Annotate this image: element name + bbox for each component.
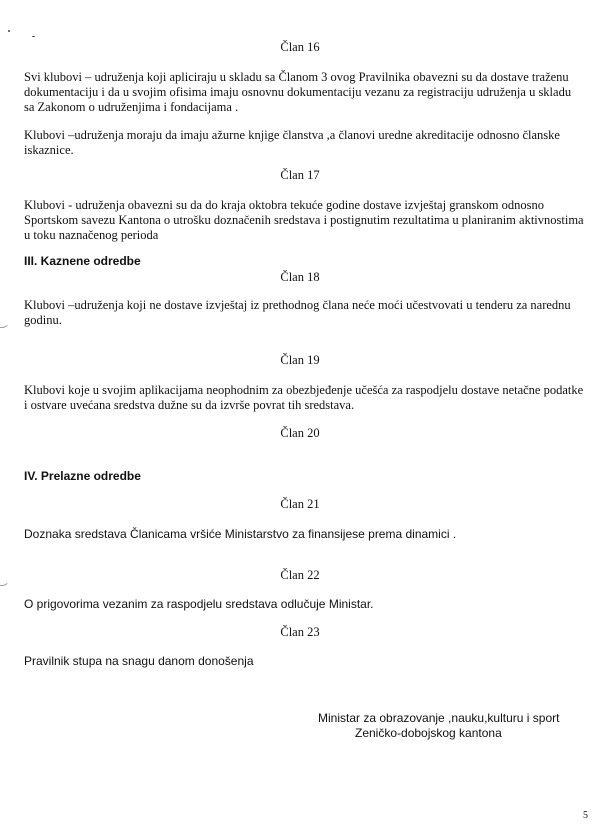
article-21-title: Član 21 bbox=[280, 497, 320, 511]
scan-speck bbox=[32, 36, 35, 37]
signature-title: Ministar za obrazovanje ,nauku,kulturu i sport bbox=[318, 711, 560, 725]
article-17-title: Član 17 bbox=[280, 168, 320, 182]
article-16-text-line: iskaznice. bbox=[24, 143, 74, 157]
article-19-title: Član 19 bbox=[280, 353, 320, 367]
article-18-title: Član 18 bbox=[280, 270, 320, 284]
page-number: 5 bbox=[583, 810, 588, 821]
article-17-text-line: Sportskom savezu Kantona o utrošku doznačenih sredstava i postignutim rezultatima u planiranim aktivnostima bbox=[24, 213, 584, 227]
signature-canton: Zeničko-dobojskog kantona bbox=[355, 726, 502, 740]
article-18-text-line: Klubovi –udruženja koji ne dostave izvještaj iz prethodnog člana neće moći učestvovati u tenderu za narednu bbox=[24, 298, 571, 312]
article-19-text-line: Klubovi koje u svojim aplikacijama neophodnim za obezbjeđenje učešća za raspodjelu dostave netačne podatke bbox=[24, 383, 584, 397]
article-23-title: Član 23 bbox=[280, 625, 320, 639]
article-16-text-line: Klubovi –udruženja moraju da imaju ažurne knjige članstva ,a članovi uredne akreditacije odnosno članske bbox=[24, 128, 560, 142]
article-23-text-line: Pravilnik stupa na snagu danom donošenja bbox=[24, 654, 254, 668]
article-16-text-line: sa Zakonom o udruženjima i fondacijama . bbox=[24, 100, 239, 114]
article-18-text-line: godinu. bbox=[24, 313, 62, 327]
article-17-text-line: Klubovi - udruženja obavezni su da do kraja oktobra tekuće godine dostave izvještaj granskom odnosno bbox=[24, 198, 544, 212]
article-20-title: Član 20 bbox=[280, 426, 320, 440]
article-17-text-line: u toku naznačenog perioda bbox=[24, 228, 159, 242]
scan-edge-mark bbox=[0, 312, 10, 328]
article-22-title: Član 22 bbox=[280, 568, 320, 582]
article-16-text-line: Svi klubovi – udruženja koji apliciraju u skladu sa Članom 3 ovog Pravilnika obavezni su da dostave traženu bbox=[24, 70, 569, 84]
article-19-text-line: i ostvare uvećana sredstva dužne su da izvrše povrat tih sredstava. bbox=[24, 398, 355, 412]
section-heading: III. Kaznene odredbe bbox=[24, 254, 141, 268]
article-16-title: Član 16 bbox=[280, 40, 320, 54]
article-22-text-line: O prigovorima vezanim za raspodjelu sredstava odlučuje Ministar. bbox=[24, 597, 374, 611]
article-16-text-line: dokumentaciju i da u svojim ofisima imaju osnovnu dokumentaciju vezanu za registraciju udruženja u skladu bbox=[24, 85, 572, 99]
scan-speck bbox=[8, 30, 10, 32]
section-heading: IV. Prelazne odredbe bbox=[24, 469, 141, 483]
article-21-text-line: Doznaka sredstava Članicama vršiće Ministarstvo za finansijese prema dinamici . bbox=[24, 527, 457, 541]
